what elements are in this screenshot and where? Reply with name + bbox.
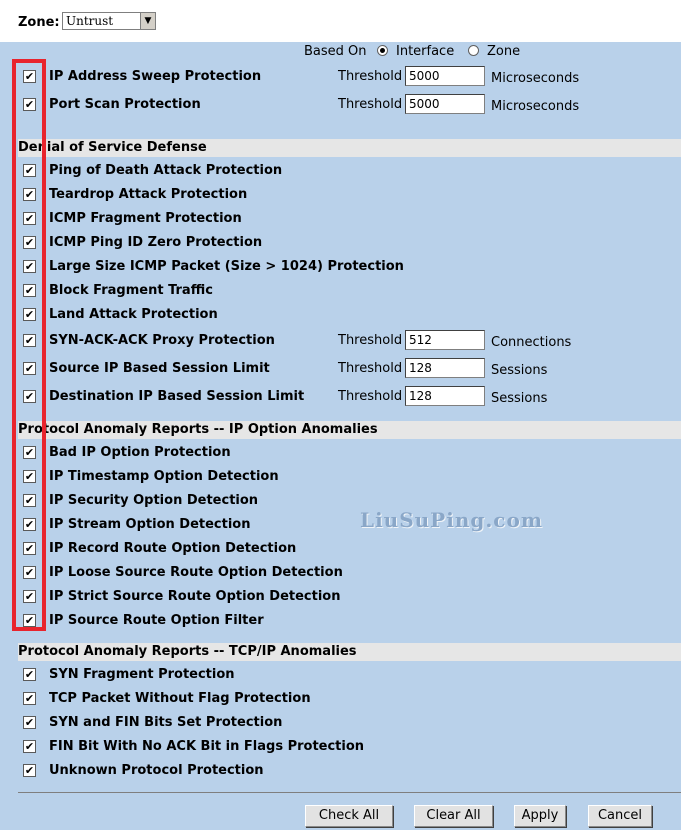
- checkbox-ip-sweep[interactable]: ✔: [24, 70, 35, 83]
- zone-label: Zone:: [18, 15, 60, 30]
- checkbox[interactable]: ✔: [24, 494, 35, 507]
- row-label: SYN and FIN Bits Set Protection: [49, 715, 283, 730]
- row-label: IP Loose Source Route Option Detection: [49, 565, 343, 580]
- row-label: Block Fragment Traffic: [49, 283, 213, 298]
- row-label: Bad IP Option Protection: [49, 445, 231, 460]
- row-label: Destination IP Based Session Limit: [49, 389, 305, 404]
- zone-select-value: Untrust: [66, 14, 114, 28]
- section-title: Denial of Service Defense: [18, 140, 207, 155]
- section-title: Protocol Anomaly Reports -- TCP/IP Anomalies: [18, 644, 357, 659]
- checkbox[interactable]: ✔: [24, 692, 35, 705]
- checkbox[interactable]: ✔: [24, 334, 35, 347]
- highlight-box: [12, 59, 46, 631]
- row-label: FIN Bit With No ACK Bit in Flags Protection: [49, 739, 365, 754]
- radio-zone-label: Zone: [487, 44, 521, 59]
- threshold-input[interactable]: 5000: [405, 94, 485, 114]
- apply-button[interactable]: Apply: [514, 805, 566, 827]
- section-header-ip-option: [18, 421, 681, 439]
- based-on-label: Based On: [304, 44, 367, 59]
- clear-all-button[interactable]: Clear All: [414, 805, 493, 827]
- checkbox[interactable]: ✔: [24, 470, 35, 483]
- unit-label: Sessions: [491, 363, 548, 378]
- checkbox[interactable]: ✔: [24, 212, 35, 225]
- radio-zone[interactable]: [468, 45, 479, 56]
- watermark: LiuSuPing.com: [360, 508, 543, 532]
- row-label: TCP Packet Without Flag Protection: [49, 691, 311, 706]
- section-header-dos: [18, 139, 681, 157]
- row-label: IP Security Option Detection: [49, 493, 259, 508]
- row-label: IP Source Route Option Filter: [49, 613, 264, 628]
- threshold-input[interactable]: 128: [405, 358, 485, 378]
- chevron-down-icon[interactable]: ▼: [140, 13, 155, 29]
- radio-interface-label: Interface: [396, 44, 455, 59]
- checkbox[interactable]: ✔: [24, 518, 35, 531]
- divider: [18, 792, 681, 793]
- checkbox[interactable]: ✔: [24, 566, 35, 579]
- checkbox[interactable]: ✔: [24, 668, 35, 681]
- checkbox[interactable]: ✔: [24, 590, 35, 603]
- threshold-label: Threshold: [338, 389, 403, 404]
- unit-label: Microseconds: [491, 99, 580, 114]
- row-label: Land Attack Protection: [49, 307, 218, 322]
- checkbox[interactable]: ✔: [24, 390, 35, 403]
- threshold-label: Threshold: [338, 333, 403, 348]
- threshold-label: Threshold: [338, 69, 403, 84]
- row-label: Ping of Death Attack Protection: [49, 163, 283, 178]
- row-label: IP Address Sweep Protection: [49, 69, 262, 84]
- row-label: IP Record Route Option Detection: [49, 541, 297, 556]
- checkbox[interactable]: ✔: [24, 764, 35, 777]
- threshold-label: Threshold: [338, 361, 403, 376]
- checkbox[interactable]: ✔: [24, 260, 35, 273]
- check-all-button[interactable]: Check All: [305, 805, 393, 827]
- checkbox[interactable]: ✔: [24, 284, 35, 297]
- row-label: Unknown Protocol Protection: [49, 763, 264, 778]
- row-label: ICMP Ping ID Zero Protection: [49, 235, 263, 250]
- checkbox[interactable]: ✔: [24, 740, 35, 753]
- section-title: Protocol Anomaly Reports -- IP Option Anomalies: [18, 422, 378, 437]
- row-label: SYN-ACK-ACK Proxy Protection: [49, 333, 275, 348]
- checkbox[interactable]: ✔: [24, 188, 35, 201]
- row-label: IP Strict Source Route Option Detection: [49, 589, 341, 604]
- row-label: Teardrop Attack Protection: [49, 187, 248, 202]
- row-label: IP Stream Option Detection: [49, 517, 251, 532]
- section-header-tcpip: [18, 643, 681, 661]
- cancel-button[interactable]: Cancel: [588, 805, 652, 827]
- threshold-input[interactable]: 128: [405, 386, 485, 406]
- row-label: IP Timestamp Option Detection: [49, 469, 279, 484]
- threshold-label: Threshold: [338, 97, 403, 112]
- checkbox[interactable]: ✔: [24, 542, 35, 555]
- radio-interface[interactable]: [377, 45, 388, 56]
- checkbox[interactable]: ✔: [24, 308, 35, 321]
- unit-label: Microseconds: [491, 71, 580, 86]
- row-label: Source IP Based Session Limit: [49, 361, 270, 376]
- checkbox[interactable]: ✔: [24, 164, 35, 177]
- checkbox-port-scan[interactable]: ✔: [24, 98, 35, 111]
- checkbox[interactable]: ✔: [24, 716, 35, 729]
- row-label: SYN Fragment Protection: [49, 667, 235, 682]
- row-label: Large Size ICMP Packet (Size > 1024) Protection: [49, 259, 404, 274]
- unit-label: Connections: [491, 335, 572, 350]
- unit-label: Sessions: [491, 391, 548, 406]
- zone-select[interactable]: [62, 12, 156, 30]
- checkbox[interactable]: ✔: [24, 446, 35, 459]
- checkbox[interactable]: ✔: [24, 362, 35, 375]
- row-label: ICMP Fragment Protection: [49, 211, 242, 226]
- threshold-input[interactable]: 5000: [405, 66, 485, 86]
- row-label: Port Scan Protection: [49, 97, 201, 112]
- threshold-input[interactable]: 512: [405, 330, 485, 350]
- checkbox[interactable]: ✔: [24, 236, 35, 249]
- checkbox[interactable]: ✔: [24, 614, 35, 627]
